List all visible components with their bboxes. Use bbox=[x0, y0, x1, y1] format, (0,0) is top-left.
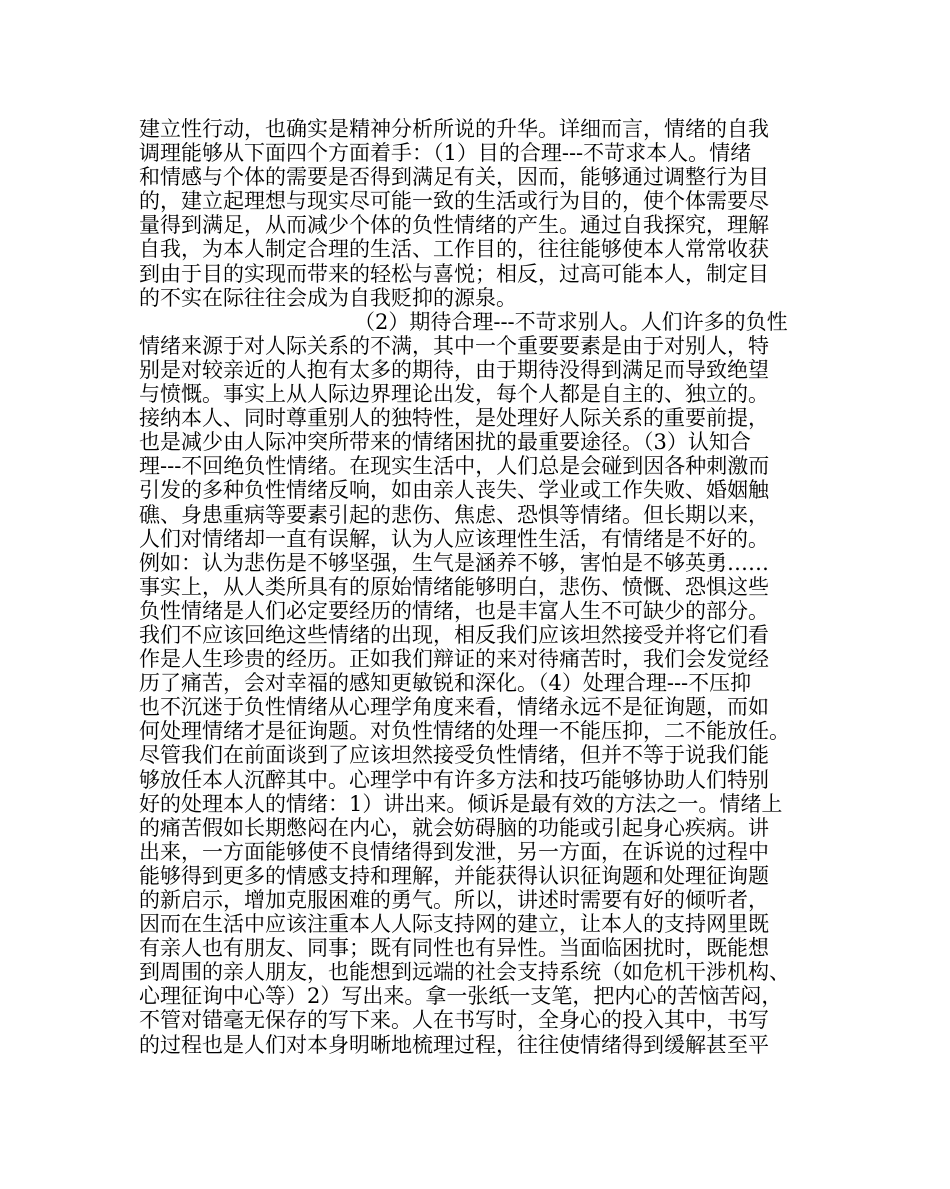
text-line: 建立性行动，也确实是精神分析所说的升华。详细而言，情绪的自我 bbox=[139, 117, 769, 141]
text-line: 到周围的亲人朋友，也能想到远端的社会支持系统（如危机干涉机构、 bbox=[139, 960, 790, 985]
text-line: 接纳本人、同时尊重别人的独特性，是处理好人际关系的重要前提， bbox=[139, 406, 769, 431]
text-line: 的不实在际往往会成为自我贬抑的源泉。 bbox=[139, 285, 517, 310]
text-line: 情绪来源于对人际关系的不满，其中一个重要要素是由于对别人，特 bbox=[139, 333, 769, 358]
text-line: 到由于目的实现而带来的轻松与喜悦；相反，过高可能本人，制定目 bbox=[139, 261, 769, 286]
text-line: 和情感与个体的需要是否得到满足有关，因而，能够通过调整行为目 bbox=[139, 165, 769, 190]
text-line: 何处理情绪才是征询题。对负性情绪的处理一不能压抑，二不能放任。 bbox=[139, 719, 790, 744]
document-body bbox=[139, 117, 823, 1057]
text-line: 有亲人也有朋友、同事；既有同性也有异性。当面临困扰时，既能想 bbox=[139, 936, 769, 961]
text-line: 事实上，从人类所具有的原始情绪能够明白，悲伤、愤慨、恐惧这些 bbox=[139, 574, 769, 599]
text-line: 的过程也是人们对本身明晰地梳理过程，往往使情绪得到缓解甚至平 bbox=[139, 1032, 769, 1057]
text-line: 因而在生活中应该注重本人人际支持网的建立，让本人的支持网里既 bbox=[139, 912, 769, 937]
text-line: 礁、身患重病等要素引起的悲伤、焦虑、恐惧等情绪。但长期以来， bbox=[139, 502, 769, 527]
text-line: 好的处理本人的情绪：1）讲出来。倾诉是最有效的方法之一。情绪上 bbox=[139, 791, 783, 816]
text-line: 引发的多种负性情绪反响，如由亲人丧失、学业或工作失败、婚姻触 bbox=[139, 478, 769, 503]
text-line: 与愤慨。事实上从人际边界理论出发，每个人都是自主的、独立的。 bbox=[139, 382, 769, 407]
text-line: 人们对情绪却一直有误解，认为人应该理性生活，有情绪是不好的。 bbox=[139, 526, 769, 551]
paragraph-start-line: （2）期待合理---不苛求别人。人们许多的负性 bbox=[354, 309, 788, 334]
text-line: 理---不回绝负性情绪。在现实生活中，人们总是会碰到因各种刺激而 bbox=[139, 454, 770, 479]
text-line: 我们不应该回绝这些情绪的出现，相反我们应该坦然接受并将它们看 bbox=[139, 622, 769, 647]
text-line: 负性情绪是人们必定要经历的情绪，也是丰富人生不可缺少的部分。 bbox=[139, 598, 769, 623]
text-line: 的新启示，增加克服困难的勇气。所以，讲述时需要有好的倾听者， bbox=[139, 888, 769, 912]
text-line: 例如：认为悲伤是不够坚强，生气是涵养不够，害怕是不够英勇…… bbox=[139, 550, 769, 575]
text-line: 别是对较亲近的人抱有太多的期待，由于期待没得到满足而导致绝望 bbox=[139, 357, 769, 382]
text-line: 量得到满足，从而减少个体的负性情绪的产生。通过自我探究，理解 bbox=[139, 213, 769, 238]
text-line: 历了痛苦，会对幸福的感知更敏锐和深化。（4）处理合理---不压抑 bbox=[139, 671, 752, 696]
text-line: 的痛苦假如长期憋闷在内心，就会妨碍脑的功能或引起身心疾病。讲 bbox=[139, 815, 769, 840]
text-line: 心理征询中心等）2）写出来。拿一张纸一支笔，把内心的苦恼苦闷， bbox=[139, 984, 783, 1009]
text-line: 也不沉迷于负性情绪从心理学角度来看，情绪永远不是征询题，而如 bbox=[139, 695, 769, 720]
text-line: 自我，为本人制定合理的生活、工作目的，往往能够使本人常常收获 bbox=[139, 237, 769, 262]
text-line: 够放任本人沉醉其中。心理学中有许多方法和技巧能够协助人们特别 bbox=[139, 767, 769, 792]
text-line: 出来，一方面能够使不良情绪得到发泄，另一方面，在诉说的过程中 bbox=[139, 839, 769, 864]
text-line: 调理能够从下面四个方面着手：（1）目的合理---不苛求本人。情绪 bbox=[139, 141, 752, 166]
text-line: 尽管我们在前面谈到了应该坦然接受负性情绪，但并不等于说我们能 bbox=[139, 743, 769, 768]
text-line: 的，建立起理想与现实尽可能一致的生活或行为目的，使个体需要尽 bbox=[139, 189, 769, 214]
text-line: 作是人生珍贵的经历。正如我们辩证的来对待痛苦时，我们会发觉经 bbox=[139, 647, 769, 672]
text-line: 也是减少由人际冲突所带来的情绪困扰的最重要途径。（3）认知合 bbox=[139, 430, 751, 455]
text-line: 能够得到更多的情感支持和理解，并能获得认识征询题和处理征询题 bbox=[139, 863, 769, 888]
text-line: 不管对错毫无保存的写下来。人在书写时，全身心的投入其中，书写 bbox=[139, 1008, 769, 1033]
